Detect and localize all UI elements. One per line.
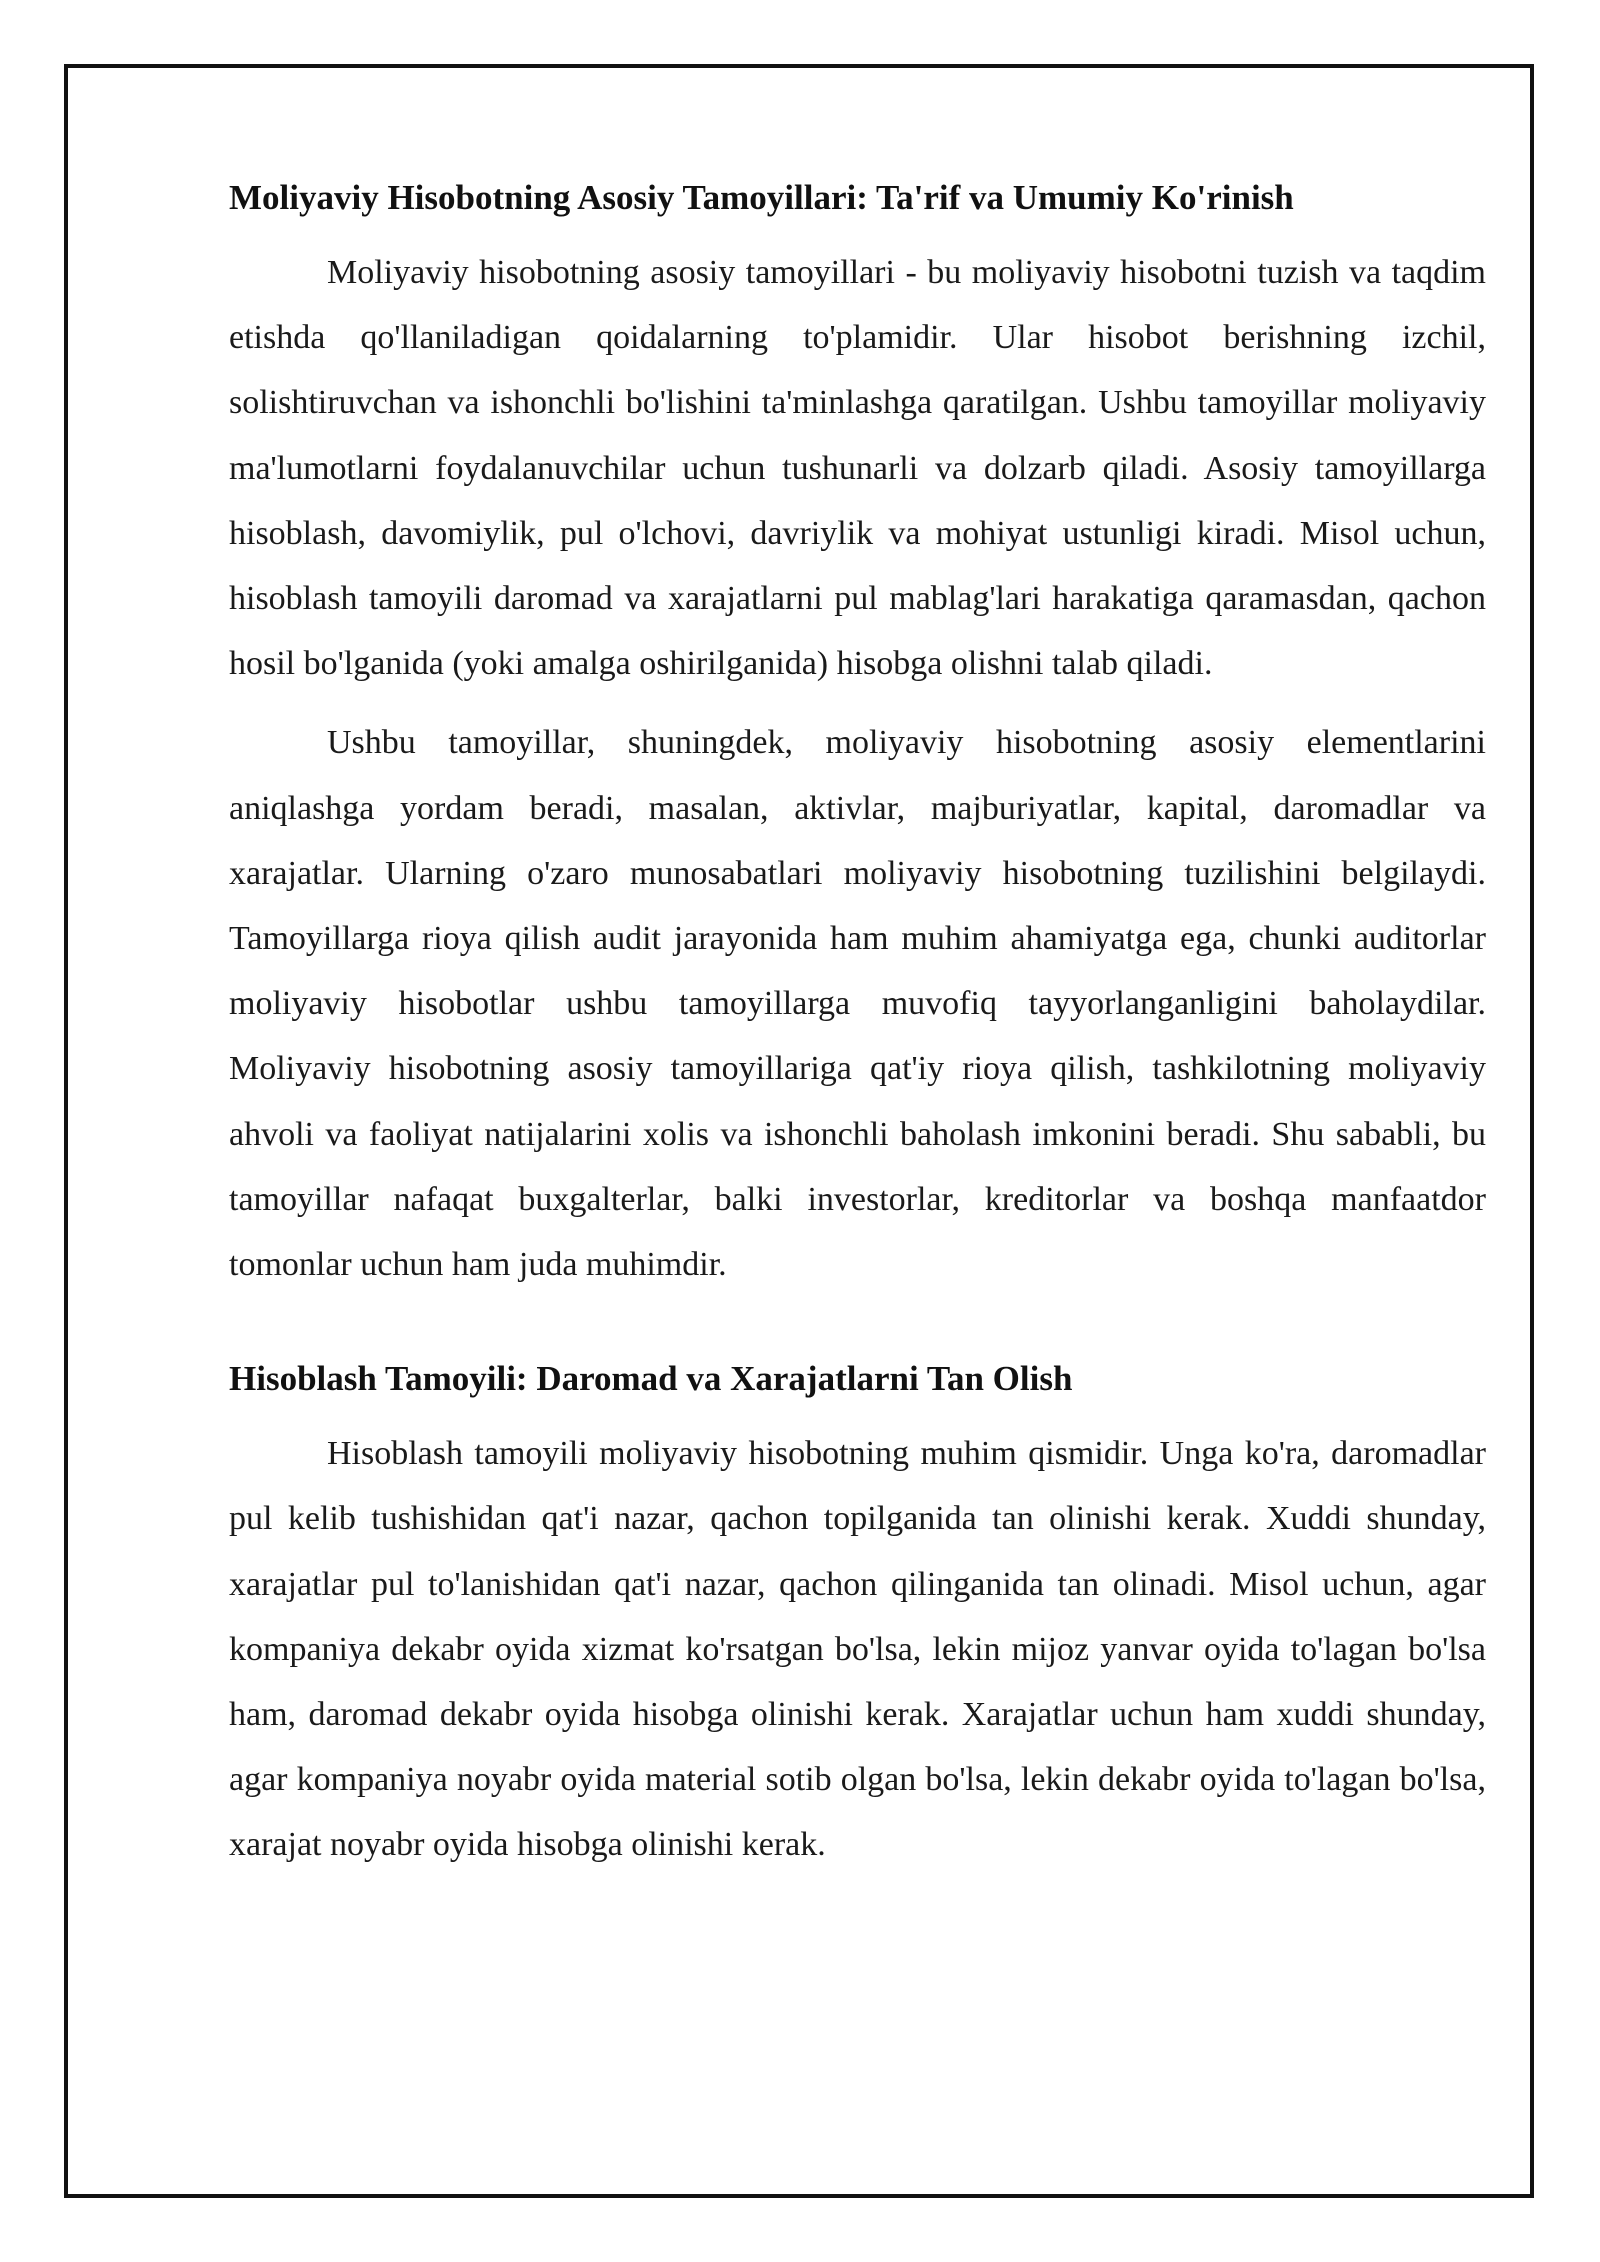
document-content <box>229 170 1486 1892</box>
section-principles-overview <box>229 170 1486 1297</box>
section-heading: Moliyaviy Hisobotning Asosiy Tamoyillari: Ta'rif va Umumiy Ko'rinish <box>229 178 1294 217</box>
section-heading: Hisoblash Tamoyili: Daromad va Xarajatlarni Tan Olish <box>229 1359 1073 1399</box>
paragraph: Hisoblash tamoyili moliyaviy hisobotning muhim qismidir. Unga ko'ra, daromadlar pul kelib tushishidan qat'i nazar, qachon topilganida tan olinishi kerak. Xuddi shunday, xarajatlar pul to'lanishidan qat'i nazar, qachon qilinganida tan olinadi. Misol uchun, agar kompaniya dekabr oyida xizmat ko'rsatgan bo'lsa, lekin mijoz yanvar oyida to'lagan bo'lsa ham, daromad dekabr oyida hisobga olinishi kerak. Xarajatlar uchun ham xuddi shunday, agar kompaniya noyabr oyida material sotib olgan bo'lsa, lekin dekabr oyida to'lagan bo'lsa, xarajat noyabr oyida hisobga olinishi kerak. <box>229 1435 1486 1864</box>
paragraph: Ushbu tamoyillar, shuningdek, moliyaviy hisobotning asosiy elementlarini aniqlashga yordam beradi, masalan, aktivlar, majburiyatlar, kapital, daromadlar va xarajatlar. Ularning o'zaro munosabatlari moliyaviy hisobotning tuzilishini belgilaydi. Tamoyillarga rioya qilish audit jarayonida ham muhim ahamiyatga ega, chunki auditorlar moliyaviy hisobotlar ushbu tamoyillarga muvofiq tayyorlanganligini baholaydilar. Moliyaviy hisobotning asosiy tamoyillariga qat'iy rioya qilish, tashkilotning moliyaviy ahvoli va faoliyat natijalarini xolis va ishonchli baholash imkonini beradi. Shu sababli, bu tamoyillar nafaqat buxgalterlar, balki investorlar, kreditorlar va boshqa manfaatdor tomonlar uchun ham juda muhimdir. <box>229 724 1486 1284</box>
section-accrual-principle <box>229 1351 1486 1877</box>
section-gap <box>229 1311 1486 1351</box>
paragraph: Moliyaviy hisobotning asosiy tamoyillari - bu moliyaviy hisobotni tuzish va taqdim etishda qo'llaniladigan qoidalarning to'plamidir. Ular hisobot berishning izchil, solishtiruvchan va ishonchli bo'lishini ta'minlashga qaratilgan. Ushbu tamoyillar moliyaviy ma'lumotlarni foydalanuvchilar uchun tushunarli va dolzarb qiladi. Asosiy tamoyillarga hisoblash, davomiylik, pul o'lchovi, davriylik va mohiyat ustunligi kiradi. Misol uchun, hisoblash tamoyili daromad va xarajatlarni pul mablag'lari harakatiga qaramasdan, qachon hosil bo'lganida (yoki amalga oshirilganida) hisobga olishni talab qiladi. <box>229 254 1486 683</box>
